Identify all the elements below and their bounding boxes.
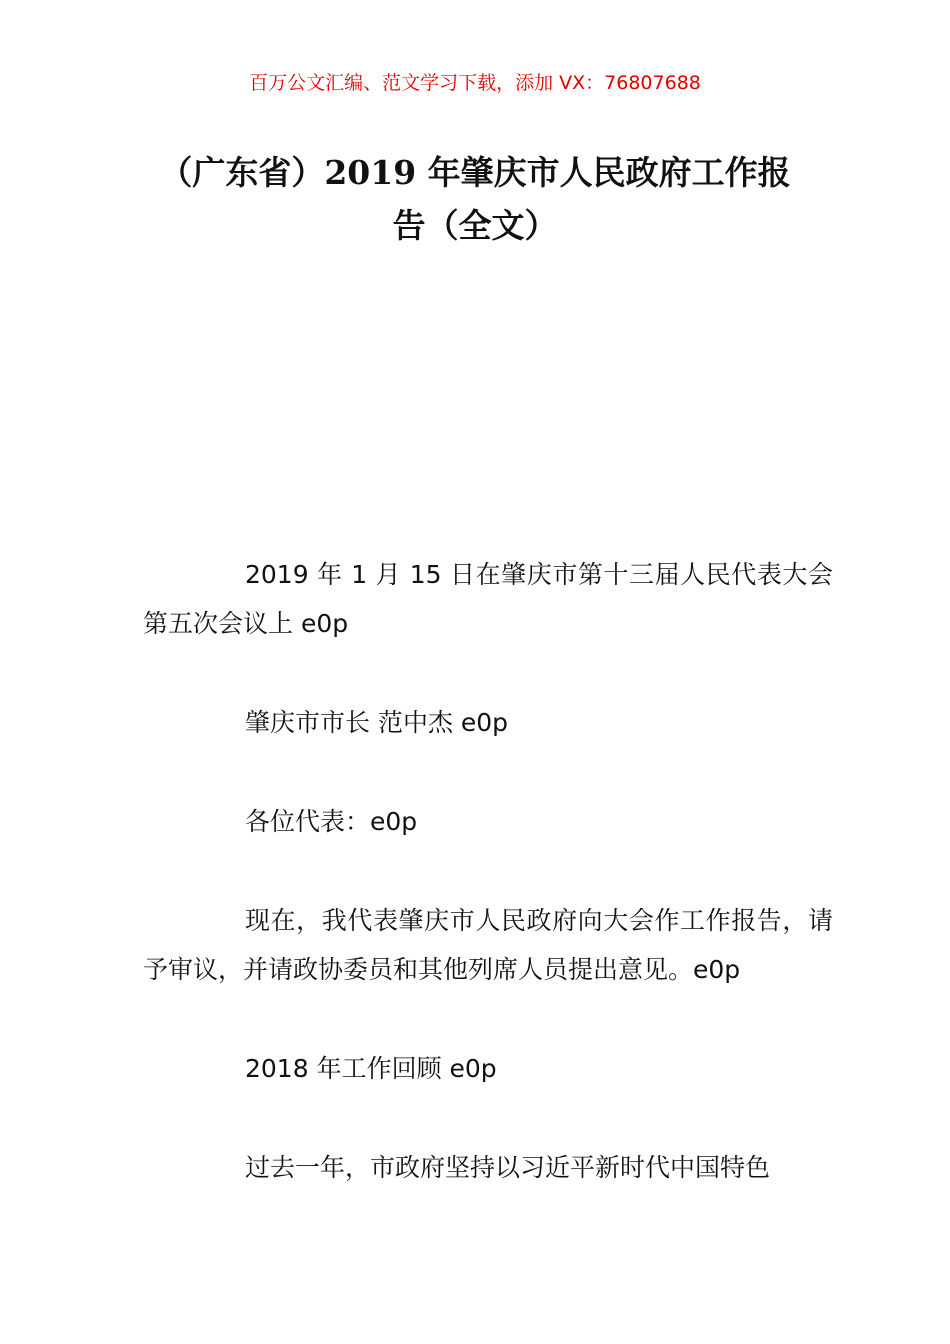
title-line-1: （广东省）2019 年肇庆市人民政府工作报 [159, 153, 791, 192]
paragraph-speaker: 肇庆市市长 范中杰 e0p [245, 708, 509, 737]
paragraph-section-heading: 2018 年工作回顾 e0p [245, 1054, 497, 1083]
document-title [110, 146, 840, 252]
document-body [143, 550, 833, 1242]
header-note: 百万公文汇编、范文学习下载，添加 VX：76807688 [249, 72, 701, 94]
title-line-2: 告（全文） [392, 206, 558, 245]
paragraph-review: 过去一年，市政府坚持以习近平新时代中国特色 [245, 1153, 771, 1182]
paragraph-salutation: 各位代表：e0p [245, 807, 418, 836]
paragraph-intro: 现在，我代表肇庆市人民政府向大会作工作报告，请予审议，并请政协委员和其他列席人员提出意见。e0p [143, 906, 833, 984]
paragraph-meeting: 2019 年 1 月 15 日在肇庆市第十三届人民代表大会第五次会议上 e0p [143, 560, 833, 638]
